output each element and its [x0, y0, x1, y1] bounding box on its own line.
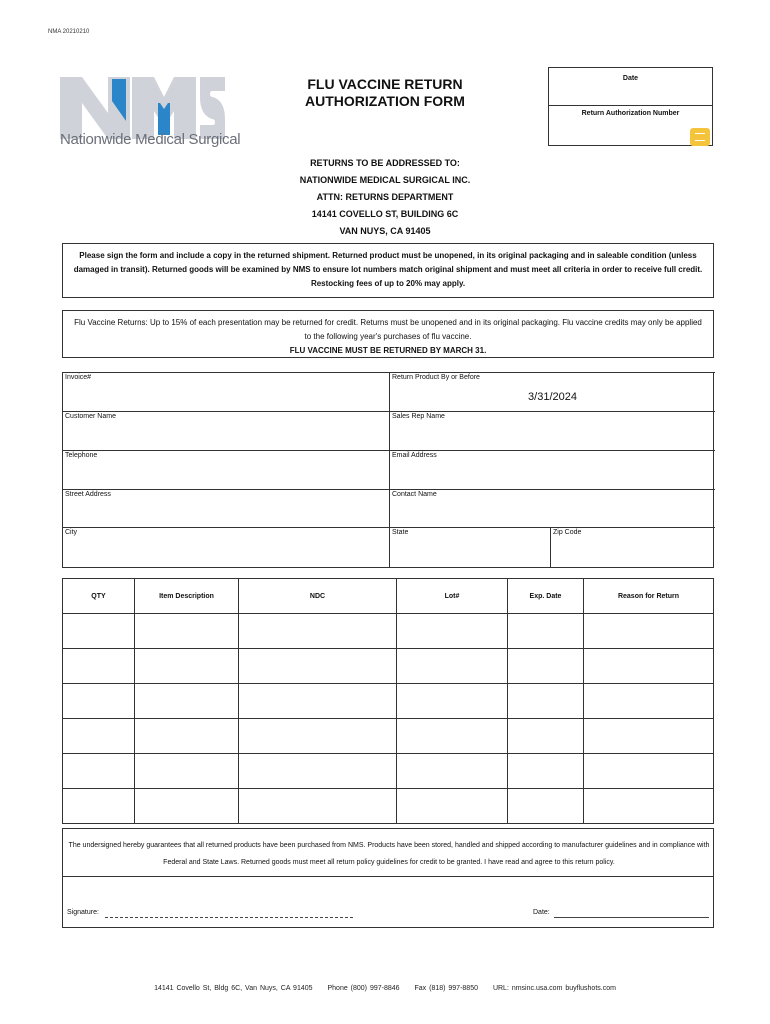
form-title — [270, 76, 500, 110]
city-label: City — [65, 529, 78, 536]
return-authorization-label: Return Authorization Number — [581, 110, 680, 117]
table-cell[interactable] — [63, 649, 135, 684]
signature-label: Signature: — [67, 909, 99, 916]
table-cell[interactable] — [239, 754, 397, 789]
table-row — [63, 719, 714, 754]
table-cell[interactable] — [508, 614, 584, 649]
customer-name-label: Customer Name — [65, 413, 116, 420]
certification-box — [62, 828, 714, 928]
table-cell[interactable] — [135, 754, 239, 789]
table-cell[interactable] — [584, 789, 714, 824]
flu-deadline: FLU VACCINE MUST BE RETURNED BY MARCH 31. — [289, 346, 487, 355]
state-label: State — [392, 529, 409, 536]
table-cell[interactable] — [239, 614, 397, 649]
table-cell[interactable] — [508, 789, 584, 824]
table-cell[interactable] — [135, 684, 239, 719]
col-qty: QTY — [63, 579, 135, 614]
col-reason: Reason for Return — [584, 579, 714, 614]
table-cell[interactable] — [239, 684, 397, 719]
table-cell[interactable] — [508, 719, 584, 754]
zip-label: Zip Code — [553, 529, 582, 536]
address-line: VAN NUYS, CA 91405 — [339, 226, 431, 236]
contact-name-label: Contact Name — [392, 491, 437, 498]
table-cell[interactable] — [397, 789, 508, 824]
sales-rep-label: Sales Rep Name — [392, 413, 445, 420]
footer-fax: Fax (818) 997-8850 — [414, 985, 478, 992]
street-address-label: Street Address — [65, 491, 111, 498]
telephone-label: Telephone — [65, 452, 98, 459]
title-line-2: AUTHORIZATION FORM — [305, 93, 465, 109]
table-cell[interactable] — [584, 684, 714, 719]
zip-field[interactable] — [550, 527, 715, 568]
email-field[interactable] — [389, 450, 715, 489]
table-cell[interactable] — [135, 719, 239, 754]
signature-line[interactable] — [105, 917, 353, 918]
table-cell[interactable] — [239, 649, 397, 684]
table-cell[interactable] — [135, 614, 239, 649]
return-by-value: 3/31/2024 — [528, 391, 577, 403]
table-cell[interactable] — [584, 719, 714, 754]
sales-rep-field[interactable] — [389, 411, 715, 450]
items-header-row — [63, 579, 714, 614]
table-row — [63, 649, 714, 684]
flu-returns-text: Flu Vaccine Returns: Up to 15% of each presentation may be returned for credit. Returns must be unopened and in its original packaging. Flu vaccine credits may only be applied to the following year's purchases of flu vaccine. — [74, 318, 702, 341]
invoice-label: Invoice# — [65, 374, 92, 381]
signature-date-label: Date: — [533, 909, 550, 916]
certification-text: The undersigned hereby guarantees that all returned products have been purchased from NMS. Products have been stored, handled and shipped according to manufacturer guidelines and in compliance with Federal and State Laws. Returned goods must meet all return policy guidelines for credit to be granted. I have read and agree to this return policy. — [68, 842, 710, 866]
footer-url: URL: nmsinc.usa.com buyflushots.com — [492, 985, 616, 992]
table-cell[interactable] — [239, 789, 397, 824]
footer-address: 14141 Covello St, Bldg 6C, Van Nuys, CA 91405 — [154, 985, 313, 992]
table-cell[interactable] — [397, 649, 508, 684]
table-cell[interactable] — [63, 754, 135, 789]
table-cell[interactable] — [397, 719, 508, 754]
comment-note-icon[interactable] — [690, 128, 710, 146]
contact-name-field[interactable] — [389, 489, 715, 527]
col-item-description: Item Description — [135, 579, 239, 614]
certification-divider — [63, 876, 713, 877]
date-divider — [548, 105, 713, 106]
table-row — [63, 789, 714, 824]
address-line: NATIONWIDE MEDICAL SURGICAL INC. — [299, 175, 471, 185]
table-cell[interactable] — [584, 754, 714, 789]
table-cell[interactable] — [63, 684, 135, 719]
table-cell[interactable] — [63, 789, 135, 824]
col-ndc: NDC — [239, 579, 397, 614]
logo-text: Nationwide Medical Surgical — [60, 131, 241, 148]
document-id: NMA 20210210 — [48, 29, 90, 35]
col-exp-date: Exp. Date — [508, 579, 584, 614]
title-line-1: FLU VACCINE RETURN — [307, 76, 463, 92]
table-cell[interactable] — [508, 684, 584, 719]
table-cell[interactable] — [508, 649, 584, 684]
signature-date-line[interactable] — [554, 917, 709, 918]
state-field[interactable] — [389, 527, 551, 568]
invoice-field[interactable] — [62, 372, 390, 412]
email-label: Email Address — [392, 452, 437, 459]
table-cell[interactable] — [135, 649, 239, 684]
address-line: 14141 COVELLO ST, BUILDING 6C — [311, 209, 459, 219]
address-line: ATTN: RETURNS DEPARTMENT — [316, 192, 454, 202]
table-row — [63, 614, 714, 649]
instructions-box: Please sign the form and include a copy in the returned shipment. Returned product must be unopened, in its original packaging and in saleable condition (unless damaged in transit). Returned goods will be examined by NMS to ensure lot numbers match original shipment and must meet all criteria in order to receive full credit. Restocking fees of up to 20% may apply. — [62, 243, 714, 298]
flu-returns-box — [62, 310, 714, 358]
customer-info-grid — [62, 372, 714, 568]
items-table — [62, 578, 714, 824]
table-cell[interactable] — [63, 614, 135, 649]
address-line: RETURNS TO BE ADDRESSED TO: — [310, 158, 460, 168]
table-cell[interactable] — [397, 684, 508, 719]
street-address-field[interactable] — [62, 489, 390, 527]
customer-name-field[interactable] — [62, 411, 390, 450]
table-cell[interactable] — [135, 789, 239, 824]
table-cell[interactable] — [584, 649, 714, 684]
table-cell[interactable] — [239, 719, 397, 754]
table-cell[interactable] — [584, 614, 714, 649]
table-row — [63, 754, 714, 789]
table-cell[interactable] — [397, 754, 508, 789]
table-row — [63, 684, 714, 719]
col-lot: Lot# — [397, 579, 508, 614]
table-cell[interactable] — [397, 614, 508, 649]
telephone-field[interactable] — [62, 450, 390, 489]
table-cell[interactable] — [63, 719, 135, 754]
return-by-field[interactable] — [389, 372, 715, 412]
footer — [0, 985, 770, 992]
return-by-label: Return Product By or Before — [392, 374, 480, 381]
date-label: Date — [622, 75, 639, 82]
city-field[interactable] — [62, 527, 390, 568]
return-address — [250, 155, 520, 240]
footer-phone: Phone (800) 997-8846 — [327, 985, 400, 992]
table-cell[interactable] — [508, 754, 584, 789]
